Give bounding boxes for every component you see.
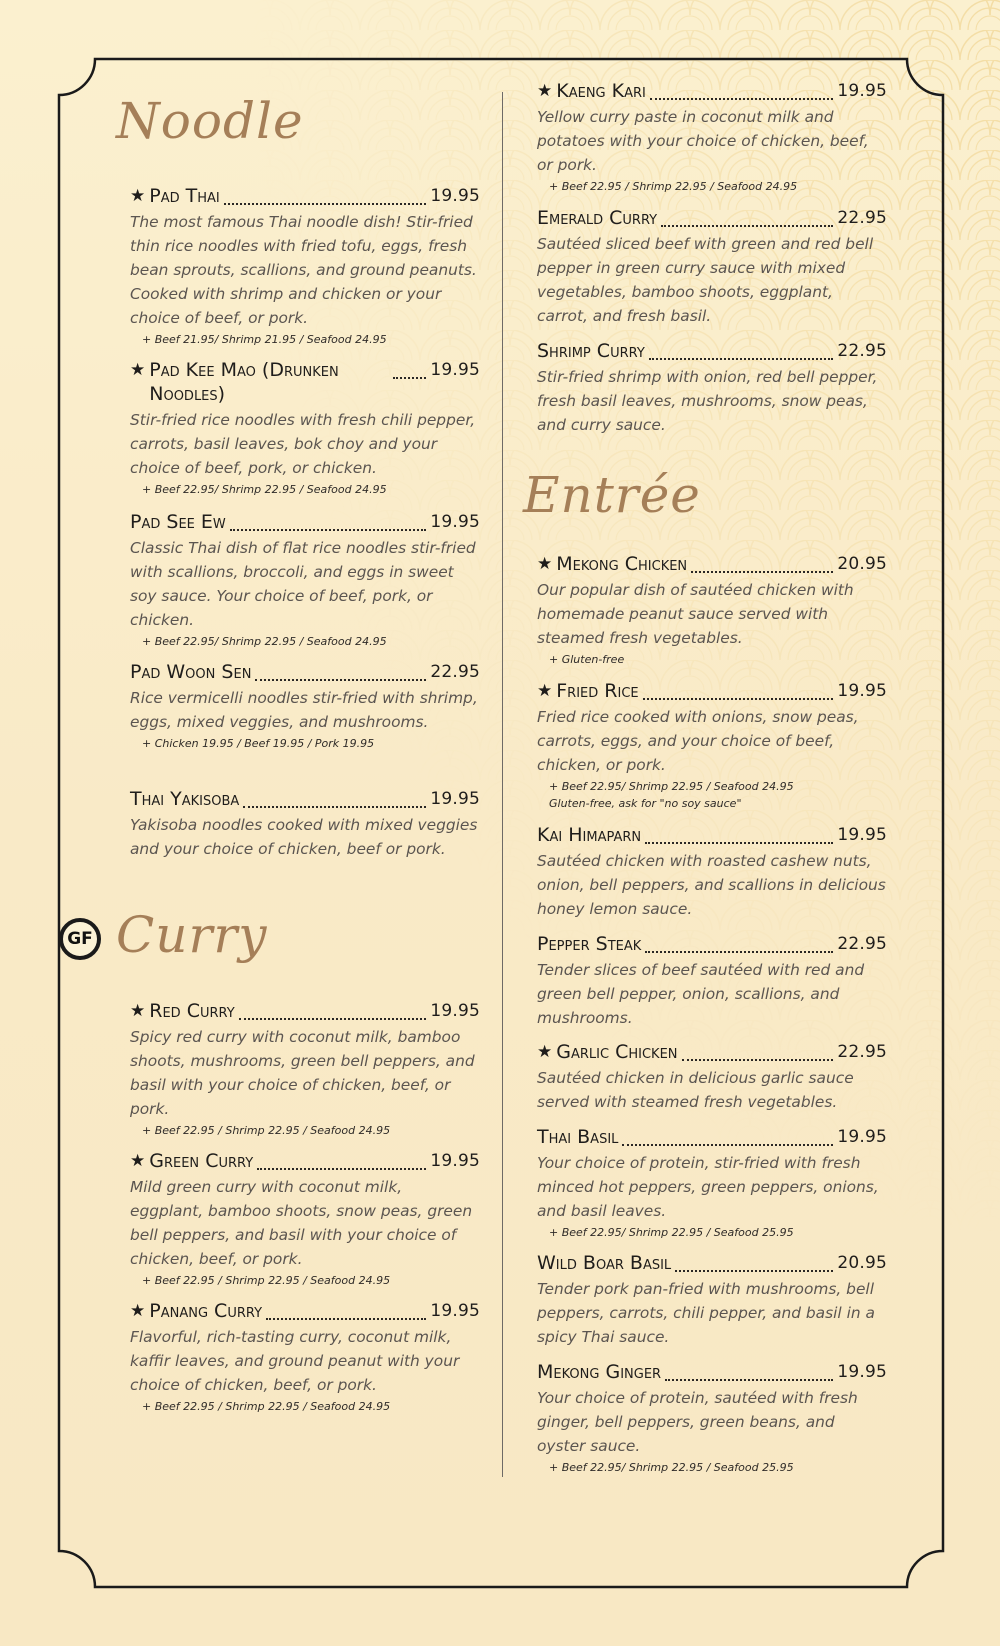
dot-leader (691, 552, 833, 573)
menu-item (130, 1149, 480, 1290)
dot-leader (661, 206, 833, 227)
item-note: + Beef 22.95/ Shrimp 22.95 / Seafood 25.95 (549, 1226, 794, 1239)
item-price: 19.95 (837, 825, 887, 845)
item-name: Pepper Steak (537, 933, 642, 955)
dot-leader (665, 1360, 833, 1381)
item-note: + Beef 22.95 / Shrimp 22.95 / Seafood 24.95 (142, 1274, 391, 1287)
item-price: 19.95 (430, 186, 480, 206)
dot-leader (645, 932, 833, 953)
item-name: Panang Curry (149, 1300, 263, 1322)
item-note: + Beef 22.95/ Shrimp 22.95 / Seafood 25.95 (549, 1461, 794, 1474)
item-price: 22.95 (430, 662, 480, 682)
item-price: 19.95 (430, 360, 480, 380)
menu-item (537, 1040, 887, 1114)
dot-leader (622, 1125, 833, 1146)
dot-leader (224, 184, 427, 205)
item-price: 20.95 (837, 554, 887, 574)
dot-leader (230, 510, 427, 531)
item-note: + Beef 22.95 / Shrimp 22.95 / Seafood 24.95 (549, 180, 798, 193)
dot-leader (675, 1251, 833, 1272)
menu-item (537, 79, 887, 196)
item-price: 19.95 (430, 1001, 480, 1021)
menu-item (537, 823, 887, 921)
item-name: Pad See Ew (130, 511, 226, 533)
column-divider (502, 92, 503, 1477)
item-description: Sautéed chicken in delicious garlic sauce served with steamed fresh vegetables. (537, 1069, 854, 1111)
noodle-section-title: Noodle (116, 92, 304, 150)
menu-item (537, 552, 887, 669)
item-description: Your choice of protein, stir-fried with fresh minced hot peppers, green peppers, onions, and basil leaves. (537, 1154, 879, 1220)
item-description: Tender pork pan-fried with mushrooms, bell peppers, carrots, chili pepper, and basil in a spicy Thai sauce. (537, 1280, 875, 1346)
item-price: 19.95 (837, 81, 887, 101)
item-name: Pad Woon Sen (130, 661, 252, 683)
dot-leader (243, 787, 426, 808)
dot-leader (645, 823, 833, 844)
star-icon: ★ (130, 360, 146, 380)
dot-leader (650, 79, 833, 100)
menu-item (130, 660, 480, 753)
item-name: Mekong Ginger (537, 1361, 662, 1383)
item-description: Sautéed chicken with roasted cashew nuts, onion, bell peppers, and scallions in delicious honey lemon sauce. (537, 852, 886, 918)
item-description: Mild green curry with coconut milk, eggplant, bamboo shoots, snow peas, green bell peppers, and basil with your choice of chicken, beef, or pork. (130, 1178, 473, 1268)
menu-item (537, 1251, 887, 1349)
dot-leader (257, 1149, 426, 1170)
dot-leader (649, 339, 834, 360)
item-note: + Beef 22.95/ Shrimp 22.95 / Seafood 24.95 (549, 780, 794, 793)
dot-leader (266, 1299, 426, 1320)
dot-leader (393, 358, 426, 379)
gluten-free-badge: GF (59, 918, 101, 960)
item-price: 19.95 (430, 789, 480, 809)
item-price: 19.95 (430, 1301, 480, 1321)
item-name: Wild Boar Basil (537, 1252, 672, 1274)
item-price: 22.95 (837, 1042, 887, 1062)
item-name: Green Curry (149, 1150, 254, 1172)
item-note: + Chicken 19.95 / Beef 19.95 / Pork 19.95 (142, 737, 375, 750)
item-price: 19.95 (837, 1127, 887, 1147)
menu-item (130, 787, 480, 861)
item-description: Fried rice cooked with onions, snow peas, carrots, eggs, and your choice of beef, chicken, or pork. (537, 708, 859, 774)
item-note: + Beef 22.95/ Shrimp 22.95 / Seafood 24.95 (142, 635, 387, 648)
item-name: Garlic Chicken (556, 1041, 678, 1063)
menu-item (537, 932, 887, 1030)
item-note: + Beef 22.95/ Shrimp 22.95 / Seafood 24.95 (142, 483, 387, 496)
item-name: Emerald Curry (537, 207, 658, 229)
item-note: + Beef 21.95/ Shrimp 21.95 / Seafood 24.95 (142, 333, 387, 346)
item-description: Stir-fried rice noodles with fresh chili pepper, carrots, basil leaves, bok choy and your choice of beef, pork, or chicken. (130, 411, 476, 477)
star-icon: ★ (537, 681, 553, 701)
item-description: Our popular dish of sautéed chicken with homemade peanut sauce served with steamed fresh vegetables. (537, 581, 854, 647)
item-note: + Beef 22.95 / Shrimp 22.95 / Seafood 24.95 (142, 1400, 391, 1413)
item-note: Gluten-free, ask for "no soy sauce" (549, 797, 742, 810)
menu-item (130, 510, 480, 651)
menu-item (537, 1125, 887, 1242)
item-name: Kai Himaparn (537, 824, 642, 846)
item-price: 20.95 (837, 1253, 887, 1273)
item-note: + Beef 22.95 / Shrimp 22.95 / Seafood 24.95 (142, 1124, 391, 1137)
item-name: Fried Rice (556, 680, 639, 702)
item-price: 19.95 (837, 681, 887, 701)
item-description: Sautéed sliced beef with green and red bell pepper in green curry sauce with mixed vegetables, bamboo shoots, eggplant, carrot, and fresh basil. (537, 235, 874, 325)
item-price: 19.95 (430, 512, 480, 532)
star-icon: ★ (130, 1301, 146, 1321)
item-description: Yellow curry paste in coconut milk and potatoes with your choice of chicken, beef, or pork. (537, 108, 869, 174)
menu-item (537, 679, 887, 813)
item-name: Pad Kee Mao (Drunken Noodles) (149, 359, 339, 405)
item-description: Stir-fried shrimp with onion, red bell pepper, fresh basil leaves, mushrooms, snow peas, and curry sauce. (537, 368, 878, 434)
item-price: 22.95 (837, 934, 887, 954)
item-description: Spicy red curry with coconut milk, bamboo shoots, mushrooms, green bell peppers, and basil with your choice of chicken, beef, or pork. (130, 1028, 475, 1118)
entree-section-title: Entrée (523, 466, 701, 524)
item-description: Classic Thai dish of flat rice noodles stir-fried with scallions, broccoli, and eggs in sweet soy sauce. Your choice of beef, pork, or chicken. (130, 539, 476, 629)
menu-item (537, 1360, 887, 1477)
item-price: 22.95 (837, 208, 887, 228)
menu-item (130, 1299, 480, 1416)
star-icon: ★ (130, 1001, 146, 1021)
menu-item (537, 339, 887, 437)
item-price: 19.95 (430, 1151, 480, 1171)
item-description: Flavorful, rich-tasting curry, coconut milk, kaffir leaves, and ground peanut with your choice of chicken, beef, or pork. (130, 1328, 460, 1394)
item-name: Kaeng Kari (556, 80, 646, 102)
star-icon: ★ (130, 186, 146, 206)
menu-item (130, 999, 480, 1140)
item-price: 19.95 (837, 1362, 887, 1382)
item-description: Tender slices of beef sautéed with red and green bell pepper, onion, scallions, and mushrooms. (537, 961, 865, 1027)
dot-leader (682, 1040, 834, 1061)
star-icon: ★ (537, 1042, 553, 1062)
item-description: Yakisoba noodles cooked with mixed veggies and your choice of chicken, beef or pork. (130, 816, 478, 858)
menu-item (537, 206, 887, 328)
menu-item (130, 358, 480, 499)
dot-leader (239, 999, 427, 1020)
item-name: Red Curry (149, 1000, 235, 1022)
item-description: The most famous Thai noodle dish! Stir-fried thin rice noodles with fried tofu, eggs, fresh bean sprouts, scallions, and ground peanuts. Cooked with shrimp and chicken or your choice of beef, or pork. (130, 213, 477, 327)
item-description: Rice vermicelli noodles stir-fried with shrimp, eggs, mixed veggies, and mushrooms. (130, 689, 478, 731)
item-price: 22.95 (837, 341, 887, 361)
item-name: Shrimp Curry (537, 340, 645, 362)
item-name: Thai Basil (537, 1126, 619, 1148)
curry-section-title: Curry (116, 906, 268, 964)
star-icon: ★ (537, 81, 553, 101)
item-note: + Gluten-free (549, 653, 625, 666)
star-icon: ★ (130, 1151, 146, 1171)
menu-item (130, 184, 480, 349)
item-name: Mekong Chicken (556, 553, 688, 575)
star-icon: ★ (537, 554, 553, 574)
item-name: Thai Yakisoba (130, 788, 240, 810)
item-name: Pad Thai (149, 185, 220, 207)
dot-leader (643, 679, 834, 700)
item-description: Your choice of protein, sautéed with fresh ginger, bell peppers, green beans, and oyster sauce. (537, 1389, 858, 1455)
dot-leader (255, 660, 426, 681)
